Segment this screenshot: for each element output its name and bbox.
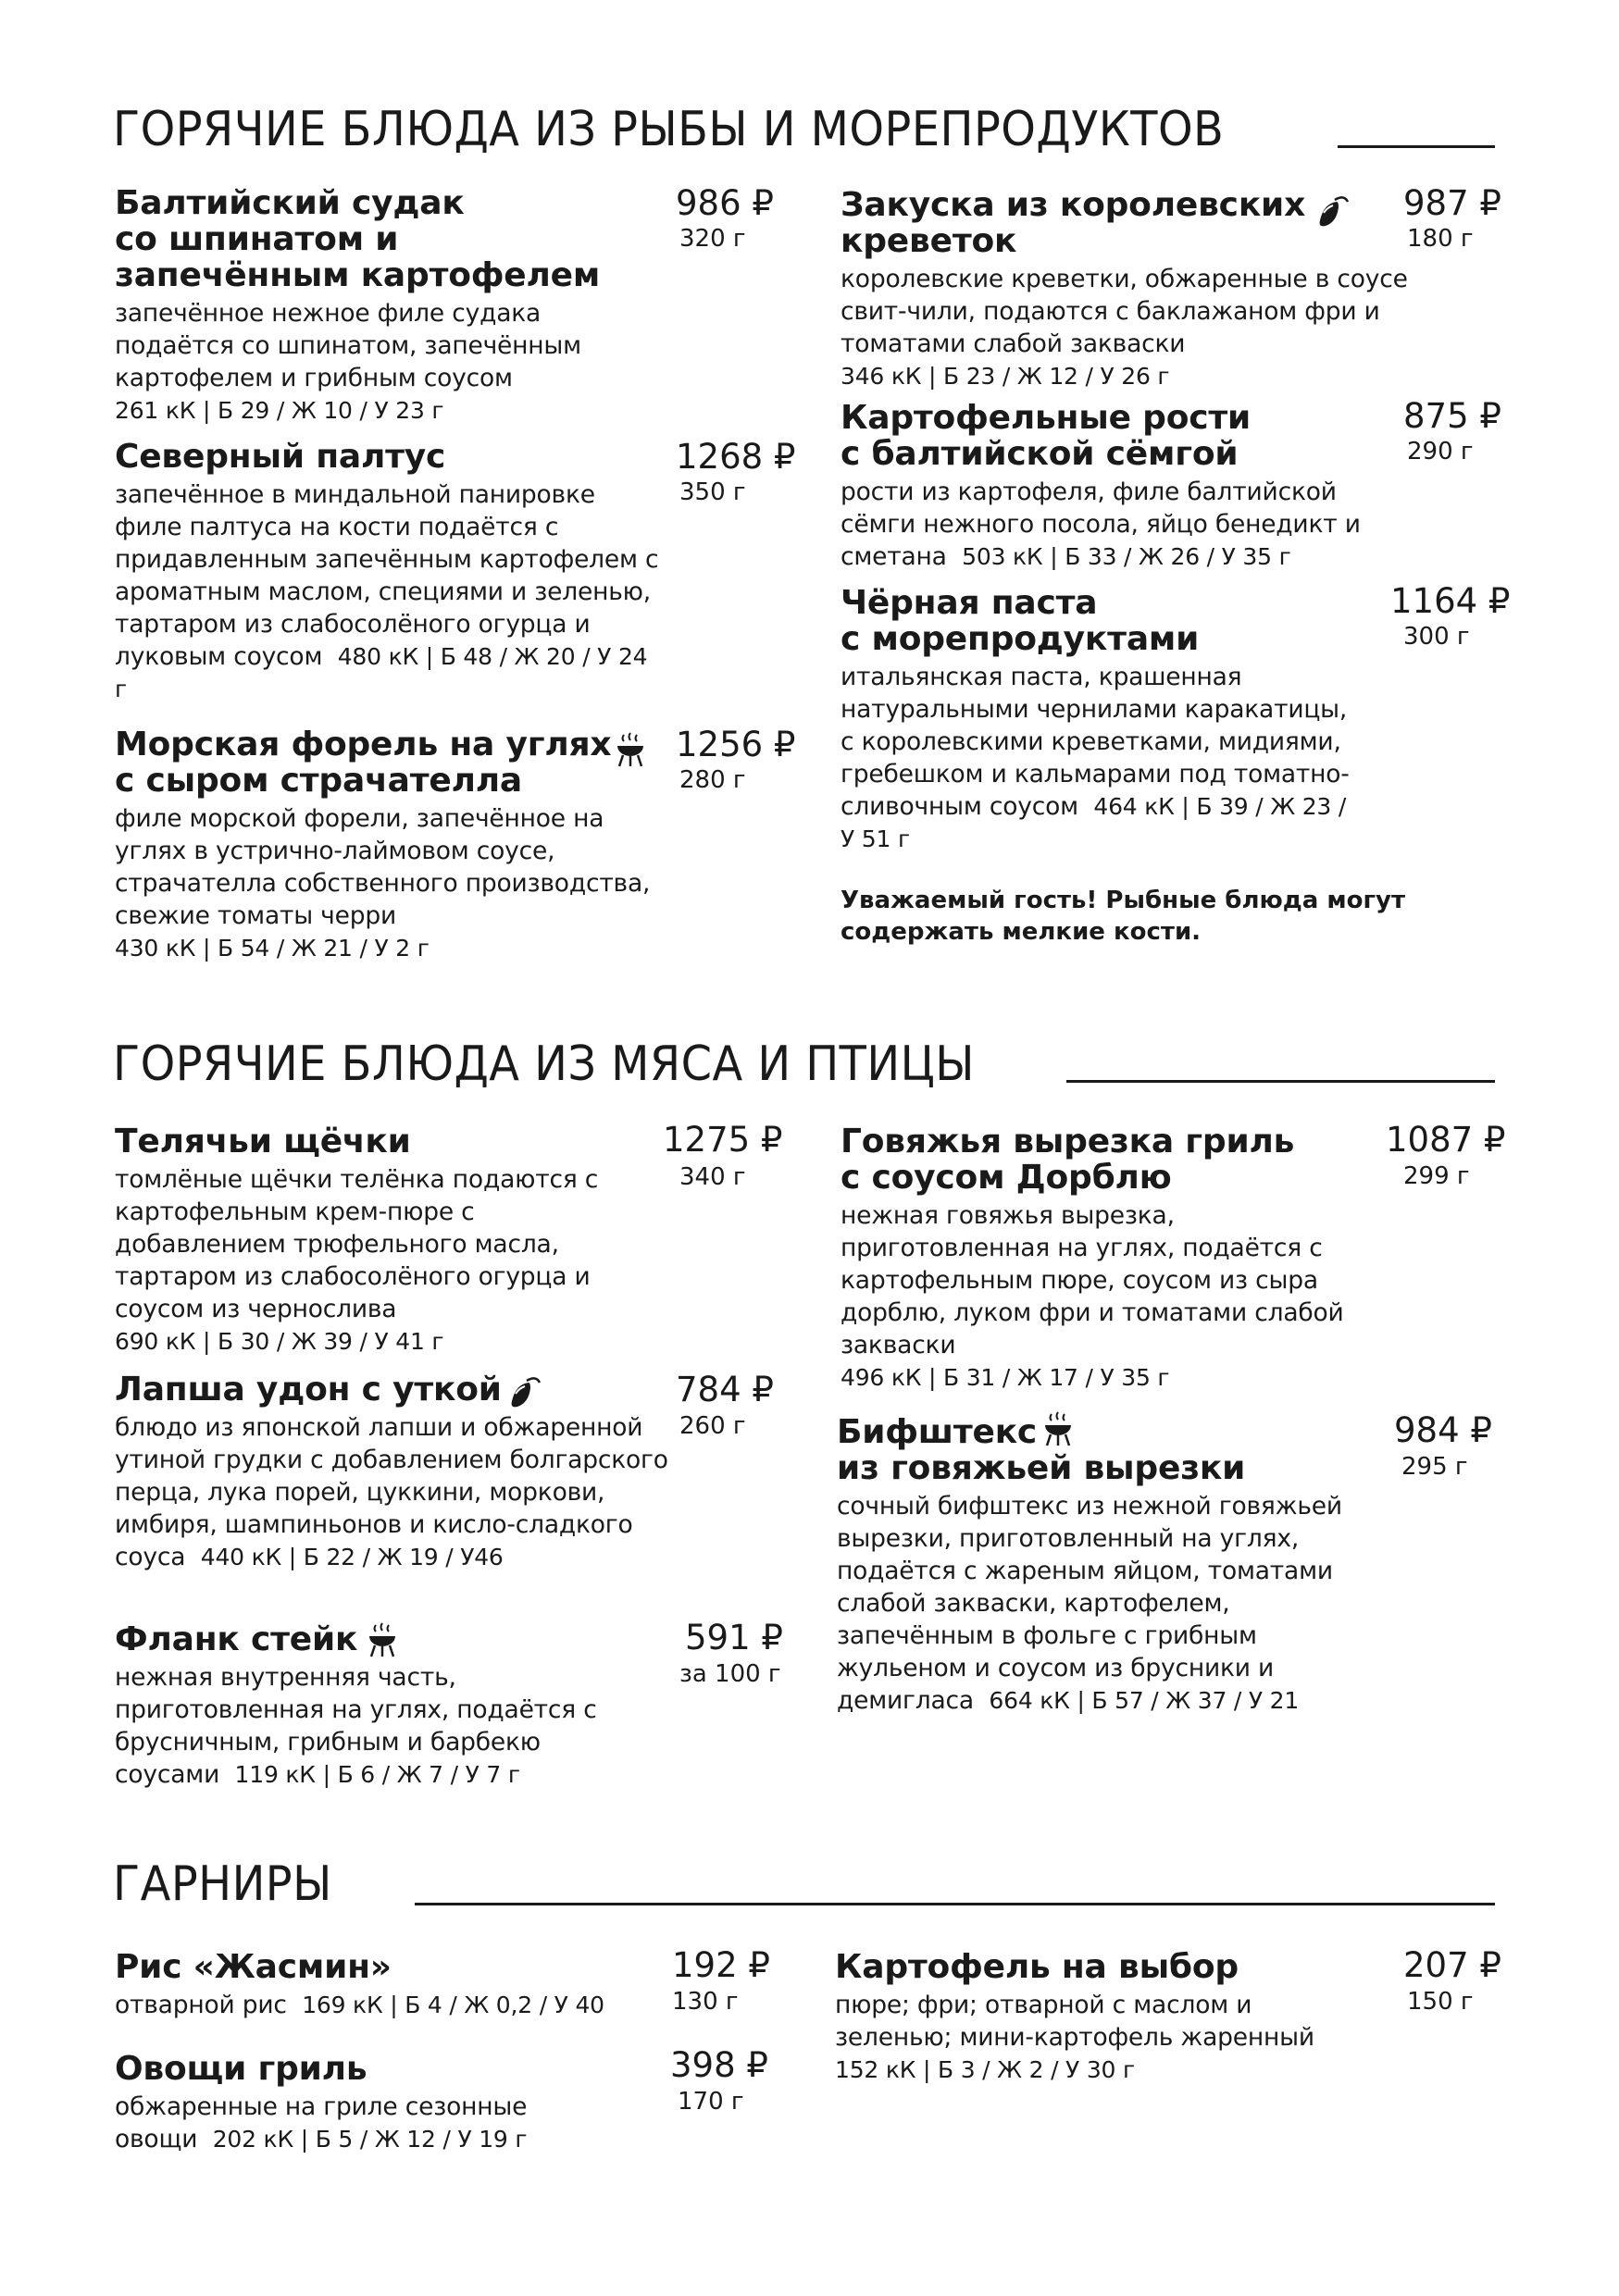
dish-weight: за 100 г [679,1660,781,1688]
dish-description: филе морской форели, запечённое на углях в устрично-лаймовом соусе, страчателла собственного производства, свежие томаты черри [115,804,651,930]
dish-baltic-zander [115,185,642,427]
dish-price: 591 ₽ [685,1618,783,1657]
dish-beefsteak [837,1414,1401,1717]
grill-icon [363,1621,402,1660]
dish-name: Северный палтус [115,438,446,476]
dish-description: пюре; фри; отварной с маслом и зеленью; мини-картофель жаренный [835,1991,1314,2052]
dish-nutrition: 664 кК | Б 57 / Ж 37 / У 21 [989,1687,1300,1714]
dish-price: 1087 ₽ [1386,1120,1506,1160]
chili-icon [504,1373,543,1412]
dish-nutrition: 152 кК | Б 3 / Ж 2 / У 30 г [835,2056,1135,2083]
dish-nutrition: 480 кК | Б 48 / Ж 20 / У 24 г [115,643,648,702]
dish-name: Лапша удон с уткой [115,1371,502,1409]
dish-weight: 170 г [678,2088,744,2116]
dish-nutrition: 119 кК | Б 6 / Ж 7 / У 7 г [234,1761,520,1788]
dish-price: 987 ₽ [1403,183,1501,223]
dish-price: 192 ₽ [672,1945,770,1985]
dish-sea-trout [115,726,670,964]
section-divider [1338,145,1495,148]
dish-name: Морская форель на углях с сыром страчателла [115,726,612,800]
dish-beef-tenderloin [841,1123,1396,1394]
dish-weight: 150 г [1407,1988,1474,2016]
dish-name: Картофельные рости с балтийской сёмгой [841,399,1252,473]
dish-name: Овощи гриль [115,2050,367,2088]
dish-nutrition: 261 кК | Б 29 / Ж 10 / У 23 г [115,397,444,424]
dish-price: 1268 ₽ [676,437,796,477]
dish-description: запечённое в миндальной панировке филе палтуса на кости подаётся с придавленным запечённым картофелем с ароматным маслом, специями и зеленью, тартаром из слабосолёного огурца и луковым соусом 480 кК | Б 48 / Ж 20 / У 24 г [115,480,659,702]
bones-notice: Уважаемый гость! Рыбные блюда могут содержать мелкие кости. [841,887,1406,946]
dish-price: 986 ₽ [676,183,774,223]
dish-description: королевские креветки, обжаренные в соусе свит-чили, подаются с баклажаном фри и томатами слабой закваски [841,265,1408,358]
dish-price: 1275 ₽ [663,1120,783,1160]
dish-name: Фланк стейк [115,1620,358,1658]
dish-name: Картофель на выбор [835,1948,1239,1986]
dish-weight: 180 г [1407,225,1474,253]
dish-name: Балтийский судак со шпинатом и запечённым картофелем [115,184,601,294]
dish-nutrition: 169 кК | Б 4 / Ж 0,2 / У 40 [302,1992,604,2018]
dish-nutrition: 690 кК | Б 30 / Ж 39 / У 41 г [115,1328,444,1355]
dish-price: 875 ₽ [1403,396,1501,436]
dish-description: итальянская паста, крашенная натуральными чернилами каракатицы, с королевскими креветками, мидиями, гребешком и кальмарами под томатно-сливочным соусом 464 кК | Б 39 / Ж 23 / У 51 г [841,663,1350,852]
dish-description: запечённое нежное филе судака подаётся со шпинатом, запечённым картофелем и грибным соусом [115,299,581,392]
dish-description: рости из картофеля, филе балтийской сёмги нежного посола, яйцо бенедикт и сметана 503 кК | Б 33 / Ж 26 / У 35 г [841,478,1361,571]
dish-name: Чёрная паста с морепродуктами [841,584,1200,658]
dish-price: 984 ₽ [1394,1410,1492,1450]
dish-weight: 290 г [1407,438,1474,465]
dish-nutrition: 440 кК | Б 22 / Ж 19 / У46 [200,1544,504,1570]
grill-icon [1039,1410,1077,1449]
dish-nutrition: 496 кК | Б 31 / Ж 17 / У 35 г [841,1364,1170,1391]
dish-name: Бифштекс из говяжьей вырезки [837,1413,1246,1487]
dish-name: Рис «Жасмин» [115,1948,392,1986]
dish-weight: 300 г [1403,623,1470,651]
dish-price: 1164 ₽ [1390,581,1511,621]
section-title-sides: ГАРНИРЫ [113,1856,332,1912]
section-title-fish: ГОРЯЧИЕ БЛЮДА ИЗ РЫБЫ И МОРЕПРОДУКТОВ [113,102,1225,157]
dish-veal-cheeks [115,1123,661,1358]
dish-nutrition: 202 кК | Б 5 / Ж 12 / У 19 г [212,2126,528,2153]
dish-description: нежная говяжья вырезка, приготовленная на углях, подаётся с картофельным пюре, соусом из сыра дорблю, луком фри и томатами слабой закваски [841,1201,1344,1359]
dish-name: Говяжья вырезка гриль с соусом Дорблю [841,1123,1295,1197]
dish-description: сочный бифштекс из нежной говяжьей вырезки, приготовленный на углях, подаётся с жареным яйцом, томатами слабой закваски, картофелем, запечённым в фольге с грибным жульеном и соусом из брусники и демигласа 664 кК | Б 57 / Ж 37 / У 21 [837,1492,1342,1715]
dish-black-pasta [841,585,1387,855]
dish-description: блюдо из японской лапши и обжаренной утиной грудки с добавлением болгарского перца, лука порей, цуккини, моркови, имбиря, шампиньонов и кисло-сладкого соуса 440 кК | Б 22 / Ж 19 / У46 [115,1413,668,1571]
dish-weight: 320 г [679,225,746,253]
dish-price: 398 ₽ [670,2045,768,2085]
dish-price: 1256 ₽ [676,725,796,764]
section-divider [1066,1080,1495,1083]
dish-nutrition: 503 кК | Б 33 / Ж 26 / У 35 г [962,543,1291,570]
dish-price: 207 ₽ [1403,1945,1501,1985]
dish-northern-halibut [115,439,661,705]
dish-description: нежная внутренняя часть, приготовленная на углях, подаётся с брусничным, грибным и барбекю соусами 119 кК | Б 6 / Ж 7 / У 7 г [115,1663,597,1789]
dish-nutrition: 464 кК | Б 39 / Ж 23 / У 51 г [841,793,1347,852]
dish-name: Телячьи щёчки [115,1123,411,1160]
dish-rosti-salmon [841,400,1387,573]
dish-weight: 340 г [679,1163,746,1191]
dish-nutrition: 430 кК | Б 54 / Ж 21 / У 2 г [115,935,430,962]
dish-description: томлёные щёчки телёнка подаются с картофельным крем-пюре с добавлением трюфельного масла, тартаром из слабосолёного огурца и соусом из чернослива [115,1165,599,1323]
dish-weight: 280 г [679,766,746,794]
grill-icon [611,731,650,770]
chili-icon [1313,192,1351,231]
dish-udon-duck [115,1371,689,1573]
dish-nutrition: 346 кК | Б 23 / Ж 12 / У 26 г [841,363,1170,390]
dish-name: Закуска из королевских креветок [841,186,1306,260]
dish-description: обжаренные на гриле сезонные овощи 202 кК | Б 5 / Ж 12 / У 19 г [115,2092,528,2153]
dish-description: отварной рис 169 кК | Б 4 / Ж 0,2 / У 40 [115,1991,604,2019]
dish-weight: 260 г [679,1412,746,1440]
dish-potato-choice [835,1949,1372,2086]
dish-jasmine-rice [115,1949,689,2021]
dish-grilled-vegetables [115,2051,615,2155]
dish-weight: 299 г [1403,1162,1470,1190]
dish-price: 784 ₽ [676,1370,774,1409]
dish-weight: 295 г [1401,1453,1468,1481]
dish-weight: 350 г [679,478,746,506]
section-divider [415,1903,1495,1905]
dish-weight: 130 г [672,1988,739,2016]
section-title-meat: ГОРЯЧИЕ БЛЮДА ИЗ МЯСА И ПТИЦЫ [113,1036,975,1092]
